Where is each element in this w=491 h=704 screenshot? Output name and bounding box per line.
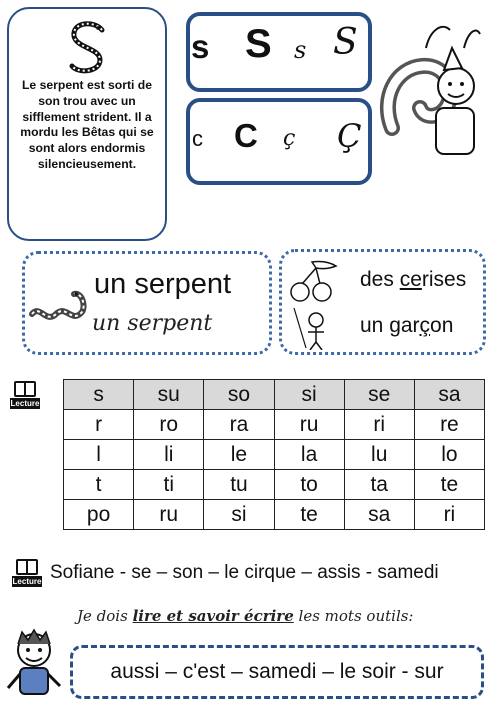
table-row	[64, 470, 485, 500]
table-row	[64, 410, 485, 440]
table-cell: lo	[414, 440, 484, 470]
example-garcon: un garçon	[360, 314, 454, 337]
snake-letter-icon	[64, 18, 112, 76]
table-cell: ru	[134, 500, 204, 530]
table-cell: to	[274, 470, 344, 500]
table-cell: se	[344, 380, 414, 410]
table-cell: sa	[414, 380, 484, 410]
letter-s-upper: S	[245, 22, 272, 66]
snake-charmer-illustration	[372, 8, 486, 160]
story-text: Le serpent est sorti de son trou avec un sifflement strident. Il a mordu les Bêtas qui se sont alors endormis silencieusement.	[20, 78, 154, 171]
letter-c-cedilla-upper: Ç	[337, 117, 362, 155]
table-cell: te	[414, 470, 484, 500]
table-cell: li	[134, 440, 204, 470]
table-cell: ri	[414, 500, 484, 530]
lecture-icon: Lecture	[10, 380, 40, 410]
table-cell: lu	[344, 440, 414, 470]
table-cell: si	[204, 500, 274, 530]
table-row	[64, 440, 485, 470]
table-cell: la	[274, 440, 344, 470]
example-cerises: des cerises	[360, 268, 467, 291]
instruction-text: Je dois lire et savoir écrire les mots outils:	[77, 607, 414, 625]
letter-s-cursive: s	[294, 36, 307, 64]
table-cell: ro	[134, 410, 204, 440]
table-cell: te	[274, 500, 344, 530]
letter-c-cedilla: ç	[283, 126, 296, 151]
letter-s-lower: s	[191, 28, 210, 65]
table-cell: sa	[344, 500, 414, 530]
keyword-print: un serpent	[94, 268, 232, 300]
child-illustration	[4, 628, 66, 700]
table-cell: tu	[204, 470, 274, 500]
table-header-row	[64, 380, 485, 410]
table-cell: t	[64, 470, 134, 500]
table-cell: ra	[204, 410, 274, 440]
table-cell: ta	[344, 470, 414, 500]
table-cell: ri	[344, 410, 414, 440]
snake-icon	[28, 282, 96, 330]
mots-outils-text: aussi – c'est – samedi – le soir - sur	[110, 660, 444, 683]
table-cell: ti	[134, 470, 204, 500]
letter-c-upper: C	[234, 117, 258, 154]
table-cell: ru	[274, 410, 344, 440]
cherries-boy-illustration	[286, 258, 352, 350]
table-cell: si	[274, 380, 344, 410]
table-cell: s	[64, 380, 134, 410]
reading-words-line: Sofiane - se – son – le cirque – assis - samedi	[50, 562, 439, 583]
table-cell: l	[64, 440, 134, 470]
table-cell: re	[414, 410, 484, 440]
table-cell: le	[204, 440, 274, 470]
table-cell: su	[134, 380, 204, 410]
lecture-icon: Lecture	[12, 558, 42, 588]
syllable-table	[63, 379, 485, 530]
table-cell: so	[204, 380, 274, 410]
letter-c-lower: c	[192, 126, 203, 151]
keyword-cursive: un serpent	[92, 311, 213, 336]
table-cell: r	[64, 410, 134, 440]
table-row	[64, 500, 485, 530]
letter-s-cursive-upper: S	[333, 22, 358, 63]
table-cell: po	[64, 500, 134, 530]
